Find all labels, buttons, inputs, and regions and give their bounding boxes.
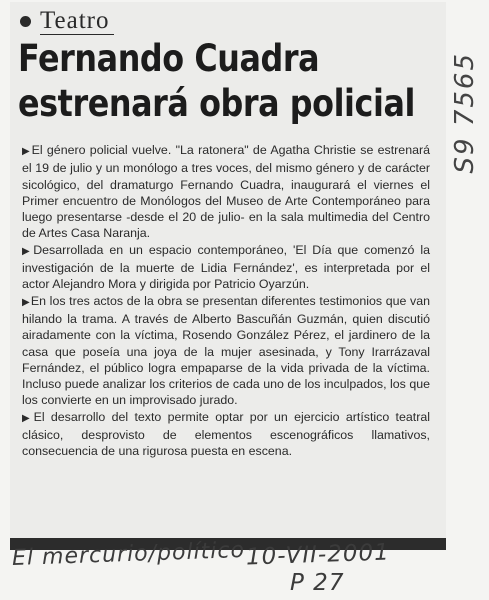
right-triangle-arrow-icon: ▶ bbox=[22, 412, 33, 424]
section-label: Teatro bbox=[40, 8, 114, 35]
paragraph-text: El desarrollo del texto permite optar por un ejercicio artístico teatral clásico, desprovisto de elementos escenográficos llamativos, consecuencia de una rigurosa puesta en escena. bbox=[22, 409, 430, 459]
article-body bbox=[22, 142, 430, 460]
right-triangle-arrow-icon: ▶ bbox=[22, 296, 30, 308]
handwritten-catalog-number: S9 7565 bbox=[450, 52, 480, 174]
section-header bbox=[20, 6, 114, 36]
paragraph-text: El género policial vuelve. "La ratonera" de Agatha Christie se estrenará el 19 de julio y un monólogo a tres voces, del mismo género y de carácter sicológico, del dramaturgo Fernando Cuadra, inaugurará el viernes el Primer encuentro de Monólogos del Museo de Arte Contemporáneo para luego presentarse -desde el 20 de julio- en la sala multimedia del Centro de Artes Casa Naranja. bbox=[22, 143, 430, 241]
newspaper-clipping bbox=[10, 2, 446, 550]
paragraph-text: Desarrollada en un espacio contemporáneo, 'El Día que comenzó la investigación de la muerte de Lidia Fernández', es interpretada por el actor Alejandro Mora y dirigida por Patricio Oyarzún. bbox=[22, 242, 430, 292]
handwritten-page: P 27 bbox=[290, 570, 345, 596]
headline: Fernando Cuadra estrenará obra policial bbox=[18, 37, 415, 125]
right-triangle-arrow-icon: ▶ bbox=[22, 245, 33, 257]
right-triangle-arrow-icon: ▶ bbox=[22, 146, 31, 157]
handwritten-source: El mercurio/político bbox=[11, 537, 246, 572]
paragraph bbox=[22, 409, 430, 460]
paragraph-text: En los tres actos de la obra se presentan diferentes testimonios que van hilando la trama. A través de Alberto Bascuñán Guzmán, quien discutió airadamente con la víctima, Rosendo González Pérez, el jardinero de la casa que poseía una joya de la mujer asesinada, y Tony Irarrázaval Fernández, el público logra empaparse de la vida privada de la víctima. Incluso puede analizar los criterios de cada uno de los inculpados, los que los convierte en un improvisado jurado. bbox=[22, 293, 430, 408]
handwritten-date: 10-VII-2001 bbox=[245, 539, 391, 571]
bullet-dot-icon bbox=[20, 16, 31, 27]
paragraph bbox=[22, 142, 430, 242]
paragraph bbox=[22, 242, 430, 293]
paragraph bbox=[22, 293, 430, 409]
